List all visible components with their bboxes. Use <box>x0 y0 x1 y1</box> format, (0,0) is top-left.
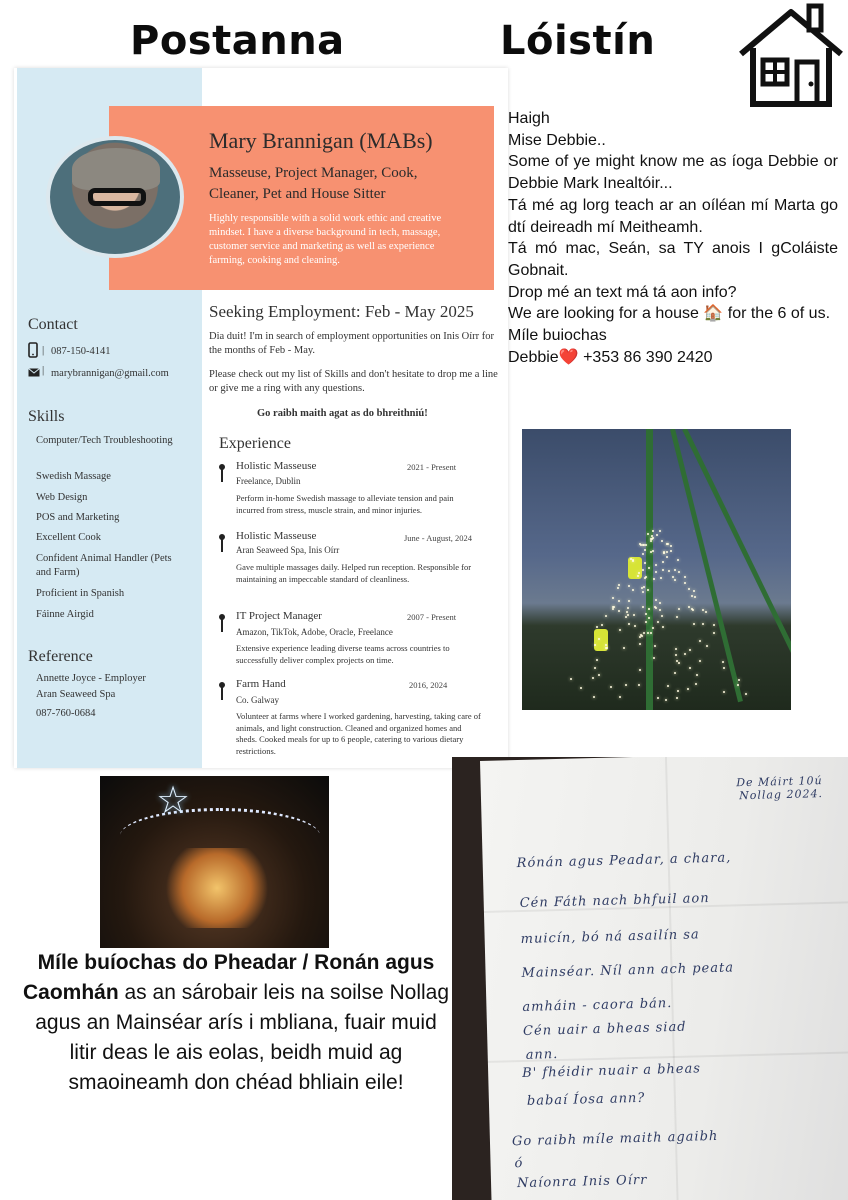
fairy-light <box>594 667 596 669</box>
fairy-light <box>659 602 661 604</box>
photo-letter <box>452 757 848 1200</box>
fairy-light <box>628 585 630 587</box>
fairy-light <box>618 600 620 602</box>
photo-crib <box>100 776 329 948</box>
letter-line: B' fhéidir nuair a bheas <box>521 1061 702 1081</box>
fairy-light <box>623 647 625 649</box>
fairy-light <box>676 697 678 699</box>
fairy-light <box>738 679 740 681</box>
fairy-light <box>570 678 572 680</box>
fairy-light <box>596 626 598 628</box>
exp-date: June - August, 2024 <box>404 533 472 543</box>
fairy-light <box>657 697 659 699</box>
fairy-light <box>693 623 695 625</box>
reference-title: Reference <box>28 648 93 665</box>
cv-role: Masseuse, Project Manager, Cook, Cleaner, Pet and House Sitter <box>209 165 418 202</box>
fairy-light <box>666 551 668 553</box>
exp-date: 2007 - Present <box>407 612 457 622</box>
fairy-light <box>633 614 635 616</box>
fairy-light <box>656 534 658 536</box>
reference-name: Annette Joyce - Employer <box>36 673 146 684</box>
message-line: Haigh <box>508 110 550 127</box>
fairy-light <box>737 684 739 686</box>
cv-name: Mary Brannigan (MABs) <box>209 128 433 153</box>
fairy-light <box>645 613 647 615</box>
exp-title: IT Project Manager <box>236 610 322 622</box>
exp-desc: Gave multiple massages daily. Helped run reception. Responsible for maintaining an impeccable standard of cleanliness. <box>236 562 472 584</box>
fairy-light <box>648 617 650 619</box>
fairy-light <box>691 608 693 610</box>
timeline-stem <box>221 618 223 632</box>
timeline-stem <box>221 538 223 552</box>
skills-title: Skills <box>28 408 65 425</box>
seeking-title: Seeking Employment: Feb - May 2025 <box>209 302 474 321</box>
signature <box>508 347 838 369</box>
avatar-hair <box>72 148 160 190</box>
fairy-light <box>688 606 690 608</box>
fairy-light <box>691 595 693 597</box>
fairy-light <box>654 606 656 608</box>
fairy-light <box>687 688 689 690</box>
photo-light-tree <box>522 429 791 710</box>
fairy-light <box>628 600 630 602</box>
fairy-light <box>723 667 725 669</box>
fairy-light <box>662 626 664 628</box>
fairy-light <box>713 624 715 626</box>
fairy-light <box>612 597 614 599</box>
fairy-light <box>676 660 678 662</box>
mail-icon <box>28 368 40 377</box>
fairy-light <box>645 544 647 546</box>
fairy-light <box>684 653 686 655</box>
timeline-stem <box>221 468 223 482</box>
exp-org: Amazon, TikTok, Adobe, Oracle, Freelance <box>236 627 393 637</box>
exp-org: Co. Galway <box>236 695 279 705</box>
fairy-light <box>670 550 672 552</box>
message-line: Mise Debbie.. <box>508 131 606 149</box>
letter-line: amháin - caora bán. <box>522 996 673 1015</box>
fairy-light <box>652 627 654 629</box>
letter-line: Cén uair a bheas siad <box>522 1019 687 1039</box>
fairy-light <box>642 569 644 571</box>
cv-sign-off: Go raibh maith agat as do bhreithniú! <box>257 408 428 419</box>
fairy-light <box>674 672 676 674</box>
fairy-light <box>666 556 668 558</box>
fairy-light <box>660 577 662 579</box>
fairy-light <box>675 648 677 650</box>
fairy-light <box>653 578 655 580</box>
fairy-light <box>643 586 645 588</box>
exp-title: Holistic Masseuse <box>236 530 317 542</box>
fairy-light <box>650 551 652 553</box>
fairy-light <box>706 645 708 647</box>
fairy-light <box>625 684 627 686</box>
message-line: Míle buiochas <box>508 327 607 345</box>
fairy-light <box>657 621 659 623</box>
message-line: Tá mé ag lorg teach ar an oíléan mí Marta go dtí deireadh mí Meitheamh. <box>508 196 838 236</box>
fairy-light <box>699 640 701 642</box>
fairy-light <box>641 587 643 589</box>
cv-card <box>14 68 508 768</box>
fairy-light <box>663 552 665 554</box>
fairy-light <box>627 607 629 609</box>
message-line: Tá mó mac, Seán, sa TY anois I gColáiste Gobnait. <box>508 240 838 279</box>
signature-phone: +353 86 390 2420 <box>578 348 713 366</box>
fairy-light <box>696 674 698 676</box>
fairy-light <box>674 579 676 581</box>
fairy-light <box>650 632 652 634</box>
exp-desc: Extensive experience leading diverse teams across countries to successfully deliver complex projects on time. <box>236 643 450 665</box>
contact-sep-1: | <box>42 344 45 356</box>
fairy-light <box>688 588 690 590</box>
fairy-light <box>652 530 654 532</box>
fairy-light <box>580 687 582 689</box>
thanks-bold: Míle buíochas do Pheadar / Ronán agus Caomhán <box>22 951 435 1004</box>
fairy-light <box>713 632 715 634</box>
fairy-light <box>655 599 657 601</box>
fairy-light <box>625 616 627 618</box>
reference-org: Aran Seaweed Spa <box>36 689 116 700</box>
fairy-light <box>642 553 644 555</box>
skill-item: POS and Marketing <box>36 512 120 523</box>
exp-title: Farm Hand <box>236 678 286 690</box>
exp-desc: Volunteer at farms where I worked gardening, harvesting, taking care of animals, and light construction. Cleaned and organized homes and sheds. Cooked meals for up to 6 people, catering to various dietary restrictions. <box>236 711 481 756</box>
fairy-light <box>659 530 661 532</box>
fairy-light <box>702 609 704 611</box>
fairy-light <box>678 662 680 664</box>
fairy-light <box>677 690 679 692</box>
exp-org: Aran Seaweed Spa, Inis Oírr <box>236 545 340 555</box>
message-line: We are looking for a house 🏠 for the 6 of us. <box>508 305 831 323</box>
fairy-light <box>689 667 691 669</box>
fairy-light <box>592 677 594 679</box>
exp-desc: Perform in-home Swedish massage to alleviate tension and pain incurred from stress, muscle strain, and minor injuries. <box>236 493 454 515</box>
skill-item: Swedish Massage <box>36 471 111 482</box>
letter-line: babaí Íosa ann? <box>526 1090 646 1109</box>
skill-item: Confident Animal Handler (Pets and Farm) <box>36 553 172 578</box>
phone-icon <box>28 342 38 358</box>
fairy-light <box>667 685 669 687</box>
fairy-light <box>617 587 619 589</box>
fairy-light <box>652 550 654 552</box>
fairy-light <box>610 686 612 688</box>
fairy-light <box>601 624 603 626</box>
fairy-light <box>684 576 686 578</box>
fairy-light <box>613 606 615 608</box>
fairy-light <box>643 632 645 634</box>
fairy-light <box>619 696 621 698</box>
heart-icon: ❤️ <box>558 348 579 366</box>
fairy-light <box>642 591 644 593</box>
tree-pole <box>646 429 653 710</box>
fairy-light <box>618 610 620 612</box>
thanks-rest: as an sárobair leis na soilse Nollag agus an Mainséar arís i mbliana, fuair muid litir deas le ais eolas, beidh muid ag smaoineamh don chéad bhliain eile! <box>35 981 450 1094</box>
fairy-light <box>662 561 664 563</box>
fairy-light <box>676 616 678 618</box>
letter-line: ann. <box>525 1047 559 1063</box>
fairy-light <box>689 649 691 651</box>
fairy-light <box>648 567 650 569</box>
fairy-light <box>605 615 607 617</box>
crib-glow <box>162 848 272 928</box>
fairy-light <box>627 614 629 616</box>
letter-paper <box>480 757 848 1200</box>
fairy-light <box>678 608 680 610</box>
fairy-light <box>632 559 634 561</box>
letter-line: muicín, bó ná asailín sa <box>520 927 700 947</box>
fairy-light <box>632 589 634 591</box>
heading-postanna: Postanna <box>130 18 345 64</box>
fairy-light <box>654 645 656 647</box>
fairy-light <box>699 660 701 662</box>
fairy-light <box>596 659 598 661</box>
house-icon <box>735 2 847 110</box>
fairy-light <box>678 571 680 573</box>
fairy-light <box>598 674 600 676</box>
thanks-message <box>20 948 452 1098</box>
fairy-light <box>659 609 661 611</box>
tree-pole <box>682 429 791 683</box>
exp-org: Freelance, Dublin <box>236 476 301 486</box>
fairy-light <box>628 623 630 625</box>
fairy-light <box>655 564 657 566</box>
contact-title: Contact <box>28 316 78 333</box>
letter-date: De Máirt 10ú Nollag 2024. <box>736 774 824 803</box>
fairy-light <box>647 632 649 634</box>
letter-line: Naíonra Inis Oírr <box>516 1172 648 1192</box>
skill-item: Web Design <box>36 492 88 503</box>
fairy-light <box>695 683 697 685</box>
worker-figure <box>628 557 642 579</box>
timeline-stem <box>221 686 223 700</box>
fairy-light <box>642 606 644 608</box>
skill-item: Excellent Cook <box>36 532 102 543</box>
star-icon: ☆ <box>156 780 191 822</box>
fairy-light <box>653 657 655 659</box>
cv-intro-2: Please check out my list of Skills and don't hesitate to drop me a line or give me a ring with any questions. <box>209 369 498 394</box>
fairy-light <box>639 636 641 638</box>
fairy-light <box>668 570 670 572</box>
fairy-light <box>662 569 664 571</box>
signature-name: Debbie <box>508 348 559 366</box>
fairy-light <box>638 684 640 686</box>
letter-line: Go raibh míle maith agaibh <box>511 1128 719 1150</box>
cv-intro-1: Dia duit! I'm in search of employment opportunities on Inis Oírr for the months of Feb - May. <box>209 331 495 356</box>
fairy-light <box>619 629 621 631</box>
exp-date: 2016, 2024 <box>409 680 448 690</box>
cv-summary: Highly responsible with a solid work ethic and creative mindset. I have a diverse background in tech, massage, customer service and marketing as well as experience farming, cooking and cleaning. <box>209 213 442 266</box>
heading-loistin: Lóistín <box>500 18 656 64</box>
fairy-light <box>661 615 663 617</box>
fairy-light <box>672 576 674 578</box>
skill-item: Fáinne Airgid <box>36 609 94 620</box>
fairy-light <box>644 562 646 564</box>
fairy-light <box>665 699 667 701</box>
avatar-glasses <box>88 188 146 206</box>
exp-date: 2021 - Present <box>407 462 457 472</box>
lodging-message <box>508 108 838 368</box>
fairy-light <box>693 590 695 592</box>
fairy-light <box>593 696 595 698</box>
fairy-light <box>684 582 686 584</box>
fairy-light <box>648 608 650 610</box>
fairy-light <box>722 661 724 663</box>
letter-line: Cén Fáth nach bhfuil aon <box>519 891 710 912</box>
fairy-light <box>723 691 725 693</box>
fairy-light <box>612 608 614 610</box>
fairy-light <box>705 611 707 613</box>
fairy-light <box>677 559 679 561</box>
fairy-light <box>634 625 636 627</box>
fairy-light <box>694 596 696 598</box>
fairy-light <box>670 545 672 547</box>
contact-email: marybrannigan@gmail.com <box>51 368 169 379</box>
letter-line: Mainséar. Níl ann ach peata <box>521 960 735 981</box>
skill-item: Proficient in Spanish <box>36 588 125 599</box>
fairy-light <box>618 584 620 586</box>
contact-phone: 087-150-4141 <box>51 346 111 357</box>
fairy-light <box>637 575 639 577</box>
letter-line: Rónán agus Peadar, a chara, <box>516 850 732 872</box>
fairy-light <box>639 643 641 645</box>
message-line: Some of ye might know me as íoga Debbie or Debbie Mark Inealtóir... <box>508 153 838 193</box>
fairy-light <box>674 569 676 571</box>
avatar <box>46 136 184 258</box>
reference-phone: 087-760-0684 <box>36 708 96 719</box>
skill-item: Computer/Tech Troubleshooting <box>36 435 173 446</box>
fairy-light <box>675 654 677 656</box>
message-line: Drop mé an text má tá aon info? <box>508 283 737 301</box>
fairy-light <box>655 571 657 573</box>
fairy-light <box>666 543 668 545</box>
contact-sep-2: | <box>42 364 45 376</box>
fairy-light <box>745 693 747 695</box>
exp-title: Holistic Masseuse <box>236 460 317 472</box>
letter-line: ó <box>514 1156 524 1172</box>
fairy-light <box>702 623 704 625</box>
experience-title: Experience <box>219 435 291 452</box>
fairy-light <box>661 540 663 542</box>
fairy-light <box>639 669 641 671</box>
